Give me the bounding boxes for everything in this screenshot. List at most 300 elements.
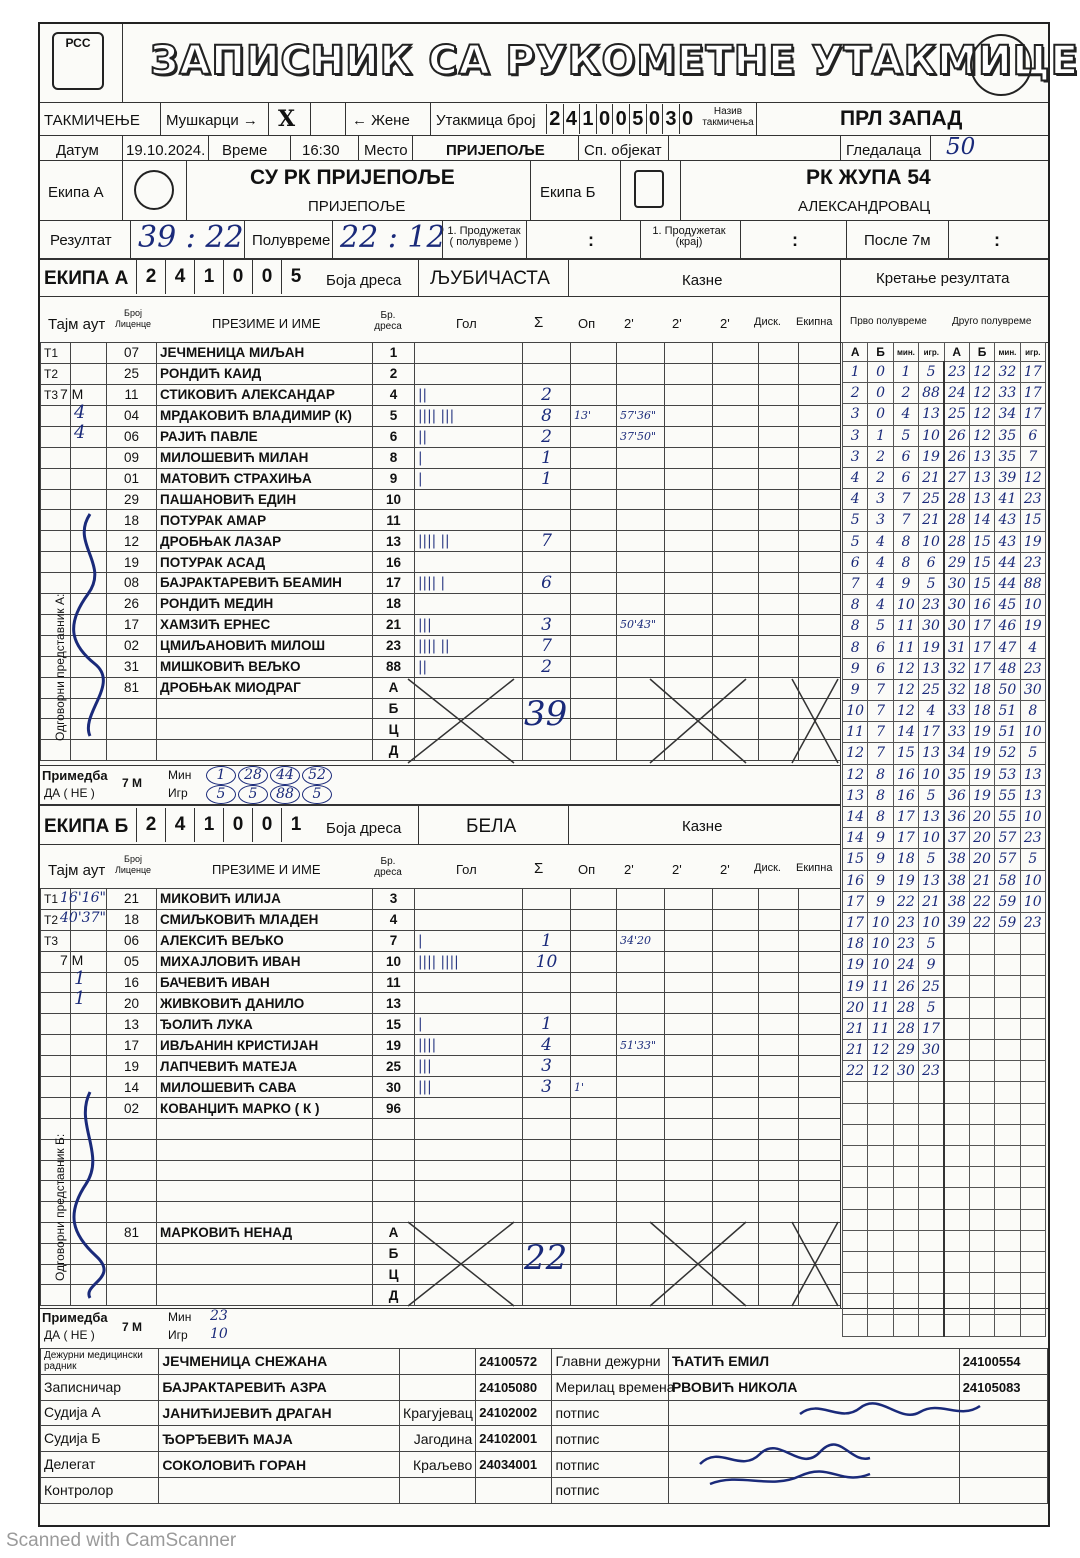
score-flow-cell: 16 [893,764,918,785]
jersey-cell: 6 [373,426,415,447]
two-min-cell [617,635,665,656]
score-flow-row [843,1251,1046,1272]
two-min-cell [665,363,713,384]
score-flow-row [843,912,1046,933]
score-flow-cell: 33 [995,383,1020,404]
score-flow-row [843,701,1046,722]
score-flow-cell: 24 [893,955,918,976]
result-value: 39 : 22 [138,220,244,255]
team-a-rep-signature [60,504,120,744]
team-code-digit: 0 [223,260,252,294]
score-flow-row [843,1061,1046,1082]
score-flow-cell [969,1018,994,1039]
score-flow-cell [893,1188,918,1209]
score-flow-cell: 21 [843,1040,868,1061]
score-flow-cell [944,1145,969,1166]
score-flow-cell: 20 [969,849,994,870]
score-flow-row [843,764,1046,785]
score-flow-cell: 6 [893,446,918,467]
jersey-cell: 11 [373,972,415,993]
two-min-cell [617,552,665,573]
score-flow-cell: 19 [919,446,944,467]
score-flow-cell: 29 [944,552,969,573]
spectators-value: 50 [946,134,976,160]
team-a-yes-no: ДА ( НЕ ) [44,786,95,800]
warning-cell [571,384,617,405]
score-flow-cell [893,1103,918,1124]
goals-tally-cell: | [415,447,523,468]
team-b-code-boxes [136,808,312,842]
score-flow-col-header: Б [969,343,994,362]
jersey-cell: Б [373,1243,415,1264]
score-flow-cell [944,955,969,976]
score-flow-row [843,870,1046,891]
scanner-watermark: Scanned with CamScanner [6,1530,237,1551]
score-flow-cell: 21 [969,870,994,891]
score-flow-cell [868,1294,893,1315]
competition-name-label: Назив такмичења [702,106,754,128]
score-flow-cell [893,1315,918,1336]
score-flow-cell: 20 [969,828,994,849]
score-flow-cell: 7 [868,701,893,722]
score-flow-cell: 32 [944,679,969,700]
goals-tally-cell [415,1098,523,1119]
seven-m-player: 5 [302,785,332,804]
score-flow-cell [944,1103,969,1124]
score-flow-cell: 12 [969,404,994,425]
score-flow-cell: 13 [919,743,944,764]
two-min-cell [713,1014,759,1035]
score-flow-cell [868,1124,893,1145]
score-flow-cell: 44 [995,573,1020,594]
score-flow-cell: 46 [995,616,1020,637]
score-flow-cell: 5 [843,531,868,552]
score-flow-cell: 3 [868,510,893,531]
score-flow-cell: 10 [868,955,893,976]
team-b-7m-igr: 10 [210,1326,228,1342]
goals-sum-cell: 3 [523,1077,571,1098]
two-min-cell [665,1077,713,1098]
jersey-cell: 3 [373,889,415,910]
jersey-cell [373,1118,415,1139]
score-flow-cell [919,1103,944,1124]
table-row [41,1181,841,1202]
score-flow-col-header: игр. [1020,343,1045,362]
score-flow-cell [919,1315,944,1336]
player-name-cell: ПАШАНОВИЋ ЕДИН [157,489,373,510]
official-name-cell: ЈАНИЋИЈЕВИЋ ДРАГАН [159,1400,400,1426]
team-b-7m-min: 23 [210,1308,228,1324]
match-number-digit: 0 [612,104,629,134]
disq-cell [759,909,799,930]
warning-cell [571,1014,617,1035]
score-flow-cell: 4 [1020,637,1045,658]
score-flow-cell: 8 [893,531,918,552]
warning-cell [571,635,617,656]
player-name-cell: СТИКОВИЋ АЛЕКСАНДАР [157,384,373,405]
disq-cell [759,1202,799,1223]
official-row [41,1349,1048,1375]
official-city-cell: Јагодина [400,1426,476,1452]
team-b-timeout-1: 16'16" [60,890,106,906]
disq-cell [759,363,799,384]
score-flow-cell: 6 [868,637,893,658]
player-name-cell: МИЛОШЕВИЋ МИЛАН [157,447,373,468]
score-flow-cell: 30 [919,1040,944,1061]
date-value: 19.10.2024. [126,142,206,159]
score-flow-cell [893,1167,918,1188]
after-7m-value: : [994,230,1000,250]
two-min-cell [713,510,759,531]
halftime-value: 22 : 12 [340,220,446,255]
score-flow-cell: 19 [969,722,994,743]
score-flow-row [843,1124,1046,1145]
score-flow-col-header: А [944,343,969,362]
license-cell: 26 [107,593,157,614]
score-flow-cell: 36 [944,806,969,827]
two-min-cell [617,572,665,593]
goals-sum-cell: 1 [523,930,571,951]
team-pen-cell [799,343,841,364]
goals-sum-cell [523,993,571,1014]
table-row [41,343,841,364]
score-flow-cell [944,1209,969,1230]
score-flow-cell: 13 [969,489,994,510]
disq-cell [759,614,799,635]
score-flow-cell: 7 [868,679,893,700]
disq-cell [759,426,799,447]
jersey-cell: Д [373,740,415,761]
score-flow-row [843,1315,1046,1336]
score-flow-cell [843,1124,868,1145]
two-min-cell [665,1160,713,1181]
jersey-cell: 9 [373,468,415,489]
score-flow-cell [995,1209,1020,1230]
score-flow-row [843,1209,1046,1230]
goals-sum-cell: 1 [523,1014,571,1035]
team-a-warning-header: Оп [578,316,596,331]
score-flow-cell [969,1251,994,1272]
score-flow-row [843,573,1046,594]
score-flow-cell: 16 [969,595,994,616]
two-min-cell [713,1181,759,1202]
disq-cell [759,510,799,531]
score-flow-cell: 33 [944,701,969,722]
goals-sum-cell [523,1139,571,1160]
official-city-cell: Краљево [400,1452,476,1478]
team-code-digit: 0 [252,808,281,842]
score-flow-cell: 55 [995,785,1020,806]
score-flow-cell: 4 [868,552,893,573]
score-flow-cell: 13 [969,446,994,467]
player-name-cell [157,698,373,719]
score-flow-cell: 13 [919,806,944,827]
score-flow-cell: 17 [1020,404,1045,425]
match-record-sheet [38,22,1079,1527]
two-min-cell [665,384,713,405]
two-min-cell: 50'43" [617,614,665,635]
two-min-cell [713,343,759,364]
table-row [41,468,841,489]
score-flow-cell: 19 [1020,616,1045,637]
two-min-cell [713,889,759,910]
jersey-cell: Ц [373,1264,415,1285]
two-min-cell [713,1139,759,1160]
score-flow-cell: 19 [1020,531,1045,552]
two-min-cell [665,1139,713,1160]
score-flow-cell: 32 [995,362,1020,383]
team-code-digit: 0 [252,260,281,294]
score-flow-cell: 11 [868,976,893,997]
official-city-cell [400,1477,476,1503]
score-flow-cell [843,1209,868,1230]
license-cell: 04 [107,405,157,426]
disq-cell [759,384,799,405]
warning-cell [571,972,617,993]
score-flow-cell [843,1273,868,1294]
women-label: ← Жене [352,112,410,129]
score-flow-cell: 8 [843,595,868,616]
team-pen-cell [799,1118,841,1139]
score-flow-cell: 4 [843,489,868,510]
jersey-cell: 8 [373,447,415,468]
score-flow-cell: 30 [944,573,969,594]
two-min-cell [665,510,713,531]
jersey-cell: Д [373,1285,415,1306]
two-min-cell [665,930,713,951]
score-flow-cell [944,1061,969,1082]
player-name-cell: ИВЉАНИН КРИСТИЈАН [157,1035,373,1056]
warning-cell [571,1139,617,1160]
score-flow-cell [1020,1061,1045,1082]
score-flow-cell: 17 [969,616,994,637]
score-flow-cell: 21 [919,467,944,488]
score-flow-row [843,446,1046,467]
score-flow-cell: 4 [919,701,944,722]
two-min-cell [665,614,713,635]
score-flow-cell: 17 [893,828,918,849]
score-flow-cell [944,976,969,997]
team-b-name: РК ЖУПА 54 [806,166,931,189]
goals-tally-cell: ||| [415,1056,523,1077]
score-flow-cell: 34 [995,404,1020,425]
disq-cell [759,447,799,468]
goals-tally-cell: | [415,468,523,489]
license-cell: 19 [107,552,157,573]
timeout-cell [41,1056,71,1077]
score-flow-cell [969,976,994,997]
score-flow-cell: 19 [843,955,868,976]
team-a-min-label: Мин [168,768,192,782]
team-b-2min-3-header: 2' [720,862,730,877]
table-row [41,909,841,930]
two-min-cell [665,405,713,426]
disq-cell [759,1077,799,1098]
two-min-cell [617,909,665,930]
team-b-penalties-label: Казне [682,818,723,835]
score-flow-cell: 27 [944,467,969,488]
two-min-cell [617,1056,665,1077]
score-flow-cell [995,1167,1020,1188]
score-flow-cell [919,1167,944,1188]
score-flow-cell [893,1082,918,1103]
team-code-digit: 1 [194,260,223,294]
player-name-cell: ХАМЗИЋ ЕРНЕС [157,614,373,635]
score-flow-cell: 10 [868,912,893,933]
license-cell: 06 [107,930,157,951]
match-number-boxes [546,104,696,134]
score-flow-cell: 3 [868,489,893,510]
two-min-cell [713,972,759,993]
goals-tally-cell [415,972,523,993]
warning-cell [571,909,617,930]
jersey-cell: 21 [373,614,415,635]
score-flow-cell: 32 [944,658,969,679]
two-min-cell [617,1139,665,1160]
score-flow-row [843,1294,1046,1315]
official-lic-cell [476,1477,552,1503]
score-flow-cell: 17 [893,806,918,827]
jersey-cell: 4 [373,909,415,930]
score-flow-cell: 5 [919,934,944,955]
two-min-cell [713,1035,759,1056]
score-flow-cell: 35 [944,764,969,785]
two-min-cell [665,1202,713,1223]
score-flow-cell: 29 [893,1040,918,1061]
score-flow-cell: 15 [1020,510,1045,531]
score-flow-cell: 10 [893,595,918,616]
two-min-cell [713,489,759,510]
warning-cell [571,1035,617,1056]
disq-cell [759,1139,799,1160]
score-flow-cell: 10 [1020,722,1045,743]
score-flow-cell: 23 [1020,552,1045,573]
score-flow-row [843,849,1046,870]
score-flow-cell [843,1167,868,1188]
table-row [41,614,841,635]
score-flow-cell [919,1209,944,1230]
table-row [41,635,841,656]
two-min-cell [665,993,713,1014]
score-flow-title: Кретање резултата [876,270,1010,287]
score-flow-cell: 6 [868,658,893,679]
score-flow-cell [868,1145,893,1166]
score-flow-cell [969,1315,994,1336]
score-flow-cell: 43 [995,510,1020,531]
score-flow-cell [1020,976,1045,997]
timeout-value-cell [71,1035,107,1056]
score-flow-cell: 9 [843,658,868,679]
license-cell: 07 [107,343,157,364]
table-row [41,1077,841,1098]
table-row [41,384,841,405]
seven-m-minute: 44 [270,766,300,785]
team-a-7m-box-label: 7 М [122,776,143,790]
score-flow-cell: 15 [969,573,994,594]
score-flow-row [843,595,1046,616]
score-flow-row [843,531,1046,552]
official-name-cell: ЂОРЂЕВИЋ МАЈА [159,1426,400,1452]
license-cell: 16 [107,972,157,993]
score-flow-row [843,1018,1046,1039]
score-flow-cell: 13 [1020,785,1045,806]
license-cell: 29 [107,489,157,510]
team-a-logo [134,170,174,210]
disq-cell [759,531,799,552]
match-number-digit: 5 [629,104,646,134]
score-flow-cell: 31 [944,637,969,658]
player-name-cell [157,1139,373,1160]
score-flow-cell: 4 [868,573,893,594]
score-flow-cell: 17 [969,658,994,679]
goals-tally-cell: |||| || [415,635,523,656]
score-flow-row [843,1040,1046,1061]
score-flow-cell: 57 [995,849,1020,870]
two-min-cell [713,656,759,677]
score-flow-row [843,785,1046,806]
goals-sum-cell [523,909,571,930]
team-pen-cell [799,656,841,677]
venue-label: Сп. објекат [584,142,662,159]
score-flow-cell [1020,1167,1045,1188]
score-flow-cell: 23 [919,1061,944,1082]
score-flow-cell: 28 [944,531,969,552]
score-flow-cell: 37 [944,828,969,849]
score-flow-cell: 5 [919,362,944,383]
score-flow-cell [995,934,1020,955]
goals-tally-cell: |||| [415,1035,523,1056]
score-flow-cell: 17 [969,637,994,658]
score-flow-cell [944,1082,969,1103]
team-pen-cell [799,552,841,573]
disq-cell [759,593,799,614]
score-flow-cell: 25 [919,976,944,997]
jersey-cell: 88 [373,656,415,677]
timeout-value-cell [71,930,107,951]
team-pen-cell [799,1181,841,1202]
license-cell: 31 [107,656,157,677]
two-min-cell [713,405,759,426]
timeout-value-cell [71,447,107,468]
score-flow-cell: 17 [1020,362,1045,383]
score-flow-cell: 15 [843,849,868,870]
score-flow-row [843,552,1046,573]
goals-tally-cell [415,363,523,384]
score-flow-cell: 12 [969,425,994,446]
match-number-digit: 0 [596,104,613,134]
score-flow-cell: 4 [893,404,918,425]
score-flow-cell: 17 [1020,383,1045,404]
license-cell: 08 [107,572,157,593]
two-min-cell [617,468,665,489]
player-name-cell [157,1285,373,1306]
score-flow-cell: 22 [969,891,994,912]
score-flow-cell: 57 [995,828,1020,849]
score-flow-col-header: мин. [995,343,1020,362]
team-b-goal-header: Гол [456,862,477,877]
score-flow-cell: 6 [893,467,918,488]
disq-cell [759,656,799,677]
score-flow-cell: 15 [969,552,994,573]
two-min-cell [665,572,713,593]
team-pen-cell [799,572,841,593]
date-label: Датум [56,142,99,159]
team-b-city: АЛЕКСАНДРОВАЦ [798,198,931,215]
warning-cell [571,1118,617,1139]
player-name-cell [157,1160,373,1181]
score-flow-cell: 15 [969,531,994,552]
score-flow-cell: 88 [919,383,944,404]
